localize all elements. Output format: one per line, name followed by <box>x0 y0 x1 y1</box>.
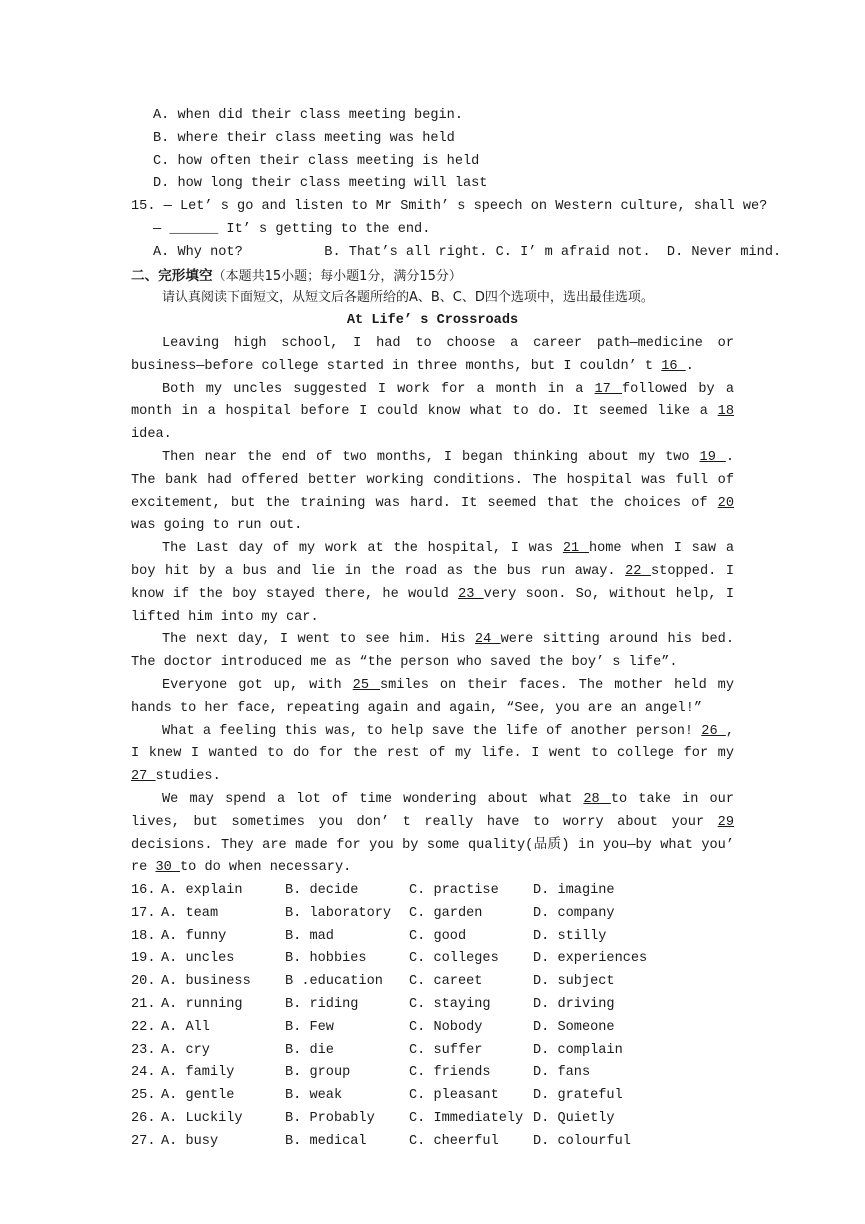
choice-b: B. decide <box>285 883 359 899</box>
text: to take in our lives, but sometimes you don’ t really have to worry about your <box>131 791 734 830</box>
text: studies. <box>155 769 221 785</box>
choice-c: C. garden <box>409 905 483 921</box>
choice-d: D. grateful <box>533 1088 623 1104</box>
choice-b: B. Probably <box>285 1111 375 1127</box>
choice-row <box>131 1131 647 1154</box>
choice-number: 17. <box>131 905 156 921</box>
text: were sitting around his bed. The doctor introduced me as “the person who saved the boy’ s life”. <box>131 632 734 671</box>
q14-option-a: A. when did their class meeting begin. <box>153 108 463 123</box>
blank-26: 26 <box>701 723 726 739</box>
blank-21: 21 <box>562 541 589 557</box>
choice-c: C. friends <box>409 1065 491 1081</box>
q15-options: A. Why not? B. That’s all right. C. I’ m afraid not. D. Never mind. <box>153 244 782 260</box>
q15-stem: 15. — Let’ s go and listen to Mr Smith’ s speech on Western culture, shall we? <box>131 199 768 215</box>
choice-row <box>131 1040 647 1063</box>
choice-b: B. mad <box>285 928 334 944</box>
passage-paragraph-5 <box>131 629 734 675</box>
choice-row <box>131 1108 647 1131</box>
choice-d: D. company <box>533 905 615 921</box>
choice-c: C. Immediately <box>409 1111 524 1127</box>
choice-number: 27. <box>131 1133 156 1149</box>
text: Leaving high school, I had to choose a career path—medicine or business—before college started in three months, but I couldn’ t <box>131 335 734 374</box>
choice-c: C. practise <box>409 883 499 899</box>
choice-b: B. riding <box>285 997 359 1013</box>
choice-row <box>131 1017 647 1040</box>
choice-b: B. weak <box>285 1088 343 1104</box>
passage-paragraph-3 <box>131 447 734 538</box>
blank-25: 25 <box>352 677 380 693</box>
blank-29: 29 <box>717 814 734 830</box>
text: stopped. I know if the boy stayed there, he would <box>131 563 734 602</box>
choice-a: A. family <box>161 1065 235 1081</box>
choice-c: C. staying <box>409 997 491 1013</box>
choice-number: 19. <box>131 951 156 967</box>
choice-c: C. careet <box>409 974 483 990</box>
passage-title: At Life’ s Crossroads <box>346 313 519 329</box>
choice-d: D. driving <box>533 997 615 1013</box>
choice-row <box>131 971 647 994</box>
choice-number: 16. <box>131 883 156 899</box>
question-15 <box>131 196 782 264</box>
passage-paragraph-6 <box>131 675 734 721</box>
exam-page <box>131 105 782 1154</box>
blank-28: 28 <box>583 791 611 807</box>
choice-b: B .education <box>285 974 383 990</box>
passage-paragraph-2 <box>131 379 734 447</box>
choice-number: 22. <box>131 1019 156 1035</box>
text: The next day, I went to see him. His <box>162 632 475 648</box>
passage-paragraph-1 <box>131 333 734 379</box>
choice-number: 26. <box>131 1111 156 1127</box>
text: Both my uncles suggested I work for a month in a <box>162 381 595 397</box>
choice-d: D. imagine <box>533 883 615 899</box>
choice-number: 21. <box>131 997 156 1013</box>
blank-23: 23 <box>458 586 484 602</box>
q15-reply: — ______ It’ s getting to the end. <box>153 221 431 237</box>
choice-d: D. fans <box>533 1065 591 1081</box>
q14-options <box>131 105 734 196</box>
choice-c: C. colleges <box>409 951 499 967</box>
choice-c: C. Nobody <box>409 1019 483 1035</box>
choice-d: D. experiences <box>533 951 648 967</box>
text: What a feeling this was, to help save the life of another person! <box>162 723 702 739</box>
choice-b: B. medical <box>285 1133 367 1149</box>
choice-a: A. team <box>161 905 219 921</box>
blank-18: 18 <box>717 404 734 420</box>
choice-c: C. suffer <box>409 1042 483 1058</box>
q14-option-b: B. where their class meeting was held <box>153 130 455 146</box>
choice-row <box>131 1062 647 1085</box>
choice-c: C. good <box>409 928 467 944</box>
choice-b: B. group <box>285 1065 351 1081</box>
blank-17: 17 <box>594 381 622 397</box>
blank-27: 27 <box>131 769 156 785</box>
text: Everyone got up, with <box>162 677 353 693</box>
blank-16: 16 <box>661 358 686 374</box>
text: was going to run out. <box>131 518 303 534</box>
choice-row <box>131 948 647 971</box>
choice-b: B. laboratory <box>285 905 392 921</box>
choice-a: A. uncles <box>161 951 235 967</box>
choices-table <box>131 880 647 1154</box>
q14-option-d: D. how long their class meeting will last <box>153 176 488 192</box>
blank-19: 19 <box>699 449 726 465</box>
choice-number: 24. <box>131 1065 156 1081</box>
passage-paragraph-8 <box>131 789 734 880</box>
choice-c: C. cheerful <box>409 1133 499 1149</box>
choice-a: A. running <box>161 997 243 1013</box>
choice-d: D. stilly <box>533 928 607 944</box>
choice-b: B. Few <box>285 1019 334 1035</box>
choice-b: B. hobbies <box>285 951 367 967</box>
text: . The bank had offered better working conditions. The hospital was full of excitement, but the training was hard. It seemed that the choices of <box>131 449 734 511</box>
text: smiles on their faces. The mother held my hands to her face, repeating again and again, “See, you are an angel!” <box>131 677 735 716</box>
passage-paragraph-4 <box>131 538 734 629</box>
choice-a: A. All <box>161 1019 210 1035</box>
text: followed by a month in a hospital before I could know what to do. It seemed like a <box>131 381 734 420</box>
passage-paragraph-7 <box>131 721 734 789</box>
section-title: 二、完形填空 <box>131 267 213 284</box>
choice-row <box>131 880 647 903</box>
section-note: （本题共15小题；每小题1分，满分15分） <box>212 268 462 284</box>
choice-c: C. pleasant <box>409 1088 499 1104</box>
choice-number: 20. <box>131 974 156 990</box>
choice-number: 18. <box>131 928 156 944</box>
choice-row <box>131 903 647 926</box>
section-instruction: 请认真阅读下面短文，从短文后各题所给的A、B、C、D四个选项中，选出最佳选项。 <box>162 290 654 306</box>
choice-d: D. Quietly <box>533 1111 615 1127</box>
choice-a: A. explain <box>161 883 243 899</box>
q14-option-c: C. how often their class meeting is held <box>153 153 480 169</box>
choice-a: A. business <box>161 974 251 990</box>
choice-a: A. Luckily <box>161 1111 243 1127</box>
section-heading <box>131 265 734 288</box>
choice-row <box>131 926 647 949</box>
choice-row <box>131 1085 647 1108</box>
text: to do when necessary. <box>179 860 352 876</box>
text: very soon. So, without help, I lifted him into my car. <box>131 586 734 625</box>
blank-30: 30 <box>155 860 180 876</box>
text: . <box>685 358 694 374</box>
choice-a: A. gentle <box>161 1088 235 1104</box>
choice-number: 25. <box>131 1088 156 1104</box>
choice-a: A. cry <box>161 1042 210 1058</box>
text: home when I saw a boy hit by a bus and lie in the road as the bus run away. <box>131 541 734 579</box>
choice-a: A. busy <box>161 1133 219 1149</box>
text: We may spend a lot of time wondering about what <box>162 791 584 807</box>
text: decisions. They are made for you by some quality(品质) in you—by what you’ re <box>131 837 734 876</box>
choice-d: D. subject <box>533 974 615 990</box>
text: The Last day of my work at the hospital, I was <box>162 541 563 557</box>
choice-row <box>131 994 647 1017</box>
choice-d: D. complain <box>533 1042 623 1058</box>
choice-number: 23. <box>131 1042 156 1058</box>
choice-d: D. colourful <box>533 1133 631 1149</box>
text: Then near the end of two months, I began thinking about my two <box>162 449 700 465</box>
blank-22: 22 <box>625 563 652 579</box>
blank-20: 20 <box>717 495 734 511</box>
text: idea. <box>131 427 172 443</box>
choice-b: B. die <box>285 1042 334 1058</box>
text: , I knew I wanted to do for the rest of my life. I went to college for my <box>131 723 734 762</box>
blank-24: 24 <box>474 632 501 648</box>
choice-a: A. funny <box>161 928 227 944</box>
choice-d: D. Someone <box>533 1019 615 1035</box>
